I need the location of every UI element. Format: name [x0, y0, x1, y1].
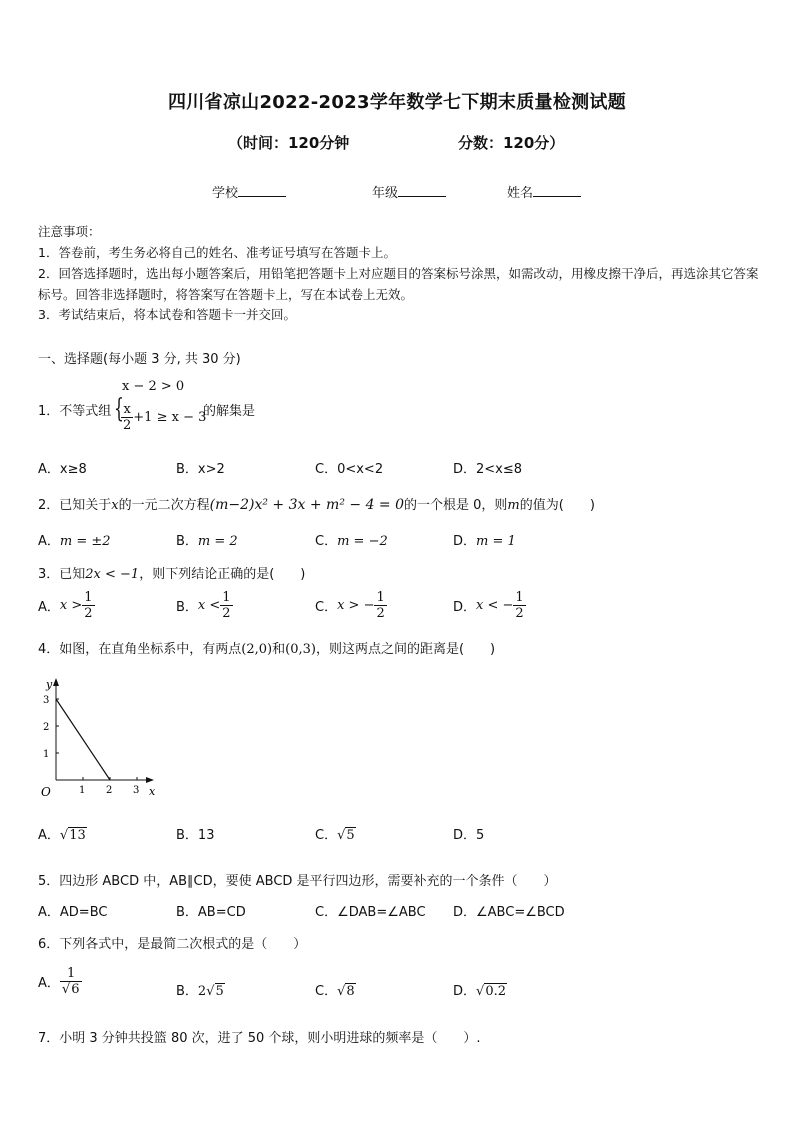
q2-option-a-math: m = ±2	[59, 534, 111, 549]
q4-point-1: (2,0)	[241, 642, 273, 657]
y-tick-label-1: 1	[43, 749, 50, 760]
q1-option-b: B．x>2	[176, 462, 225, 477]
q6-option-a	[38, 966, 82, 997]
q4-option-a-radicand: 13	[69, 828, 86, 843]
grade-field	[372, 182, 446, 201]
q3-d-den: 2	[515, 606, 524, 621]
q5-option-b: B．AB=CD	[176, 905, 246, 920]
q5-option-c: C．∠DAB=∠ABC	[315, 905, 426, 920]
q2-option-a	[38, 530, 111, 549]
q6-option-b	[176, 980, 225, 999]
note-item-2: 2．回答选择题时，选出每小题答案后，用铅笔把答题卡上对应题目的答案标号涂黑，如需改动，用橡皮擦干净后，再选涂其它答案标号。回答非选择题时，将答案写在答题卡上，写在本试卷上无效。	[38, 266, 759, 302]
school-field	[212, 182, 286, 201]
q3-option-d-label: D．	[453, 600, 477, 615]
q4-coordinate-graph	[32, 672, 162, 807]
q4-option-d: D．5	[453, 828, 485, 843]
q6-option-d-radicand: 0.2	[485, 984, 506, 999]
q4-and: 和	[272, 642, 286, 657]
q3-option-b-frac	[220, 590, 232, 621]
q4-question	[38, 638, 495, 657]
q3-c-den: 2	[376, 606, 385, 621]
q2-var-x: x	[111, 498, 119, 513]
q2-option-c-label: C．	[315, 534, 338, 549]
q2-text-c: 的一个根是 0，则	[404, 498, 508, 513]
q4-option-c-label: C．	[315, 828, 338, 843]
q4-option-a	[38, 824, 87, 843]
q6-option-b-sqrt: √5	[206, 984, 224, 999]
q6-option-c-radicand: 8	[346, 984, 355, 999]
q1-frac-den: 2	[123, 418, 132, 433]
q4-option-b: B．13	[176, 828, 215, 843]
q3-text-b: ，则下列结论正确的是( )	[139, 567, 306, 582]
q1-brace: {	[114, 394, 124, 424]
q6-option-d	[453, 980, 507, 999]
q1-system-line1: x − 2 > 0	[122, 379, 185, 394]
q6-option-c-label: C．	[315, 984, 338, 999]
page-title: 四川省凉山2022-2023学年数学七下期末质量检测试题	[167, 92, 627, 113]
q2-option-b-math: m = 2	[197, 534, 238, 549]
q2-var-m: m	[507, 498, 520, 513]
q2-text-a: 2．已知关于	[38, 498, 112, 513]
q4-option-c-radicand: 5	[346, 828, 355, 843]
q2-text-d: 的值为( )	[519, 498, 595, 513]
q3-option-d-frac	[513, 590, 525, 621]
x-tick-label-2: 2	[106, 785, 113, 796]
q6-option-d-sqrt: √0.2	[476, 984, 506, 999]
q3-d-num: 1	[515, 590, 524, 605]
note-item-1: 1．答卷前，考生务必将自己的姓名、准考证号填写在答题卡上。	[38, 245, 396, 260]
q3-condition: 2x < −1	[85, 567, 140, 582]
q3-option-a-frac	[82, 590, 94, 621]
q3-option-d-lhs: x < −	[476, 598, 514, 613]
grade-blank	[398, 184, 446, 197]
q6-option-b-radicand: 5	[215, 984, 224, 999]
q3-option-c-label: C．	[315, 600, 338, 615]
x-axis-arrow	[146, 777, 154, 783]
q2-option-b-label: B．	[176, 534, 198, 549]
q3-a-num: 1	[84, 590, 93, 605]
q2-option-c-math: m = −2	[337, 534, 388, 549]
q5-question: 5．四边形 ABCD 中，AB∥CD，要使 ABCD 是平行四边形，需要补充的一个条件（ ）	[38, 874, 557, 889]
q4-option-c-sqrt: √5	[337, 828, 355, 843]
y-tick-label-2: 2	[43, 722, 50, 733]
q2-text-b: 的一元二次方程	[118, 498, 210, 513]
q3-option-a-label: A．	[38, 600, 60, 615]
q6-option-a-frac	[60, 966, 83, 997]
note-item-3: 3．考试结束后，将本试卷和答题卡一并交回。	[38, 307, 296, 322]
q2-option-d	[453, 530, 516, 549]
notes-heading: 注意事项：	[38, 224, 101, 239]
y-axis-label: y	[46, 678, 53, 691]
grade-label: 年级	[372, 186, 399, 201]
segment-line	[56, 699, 110, 780]
q7-question: 7．小明 3 分钟共投篮 80 次，进了 50 个球，则小明进球的频率是（ ）.	[38, 1031, 481, 1046]
q2-option-d-label: D．	[453, 534, 477, 549]
y-tick-label-3: 3	[43, 695, 50, 706]
q3-b-num: 1	[222, 590, 231, 605]
q2-question	[38, 494, 595, 513]
q6-question: 6．下列各式中，是最简二次根式的是（ ）	[38, 937, 307, 952]
q3-option-d	[453, 590, 526, 621]
q1-system-rest: +1 ≥ x − 3	[133, 410, 207, 425]
q6-a-num: 1	[60, 966, 83, 982]
q3-option-c-frac	[374, 590, 386, 621]
q1-system-line2	[121, 402, 206, 433]
q4-text-b: ，则这两点之间的距离是( )	[315, 642, 496, 657]
q3-option-a	[38, 590, 95, 621]
q3-option-b-label: B．	[176, 600, 198, 615]
school-blank	[238, 184, 286, 197]
q2-option-a-label: A．	[38, 534, 60, 549]
q2-option-b	[176, 530, 238, 549]
x-axis-label: x	[149, 785, 156, 798]
x-tick-label-1: 1	[79, 785, 86, 796]
q3-option-b-lhs: x <	[197, 598, 221, 613]
q3-option-b	[176, 590, 233, 621]
q5-option-a: A．AD=BC	[38, 905, 108, 920]
q6-a-den-radicand: 6	[71, 982, 80, 997]
x-tick-label-3: 3	[133, 785, 140, 796]
section-heading: 一、选择题(每小题 3 分, 共 30 分)	[38, 352, 241, 367]
q1-option-c: C．0<x<2	[315, 462, 384, 477]
q4-option-c	[315, 824, 356, 843]
q1-suffix: 的解集是	[203, 404, 256, 419]
q3-b-den: 2	[222, 606, 231, 621]
q2-option-d-math: m = 1	[476, 534, 516, 549]
q3-option-c-lhs: x > −	[337, 598, 375, 613]
exam-time: （时间：120分钟	[228, 134, 350, 152]
q6-option-b-coef: 2	[197, 984, 207, 999]
name-blank	[533, 184, 581, 197]
q1-option-d: D．2<x≤8	[453, 462, 523, 477]
q6-option-d-label: D．	[453, 984, 477, 999]
q6-option-c-sqrt: √8	[337, 984, 355, 999]
exam-score: 分数：120分）	[458, 134, 565, 152]
name-field	[507, 182, 581, 201]
q3-a-den: 2	[84, 606, 93, 621]
q3-c-num: 1	[376, 590, 385, 605]
q1-prefix: 1．不等式组	[38, 404, 112, 419]
q3-text-a: 3．已知	[38, 567, 86, 582]
q6-a-den: √6	[61, 982, 80, 997]
q6-option-a-label: A．	[38, 976, 60, 991]
q1-fraction	[121, 402, 133, 433]
y-axis-arrow	[53, 678, 59, 686]
q2-equation: (m−2)x² + 3x + m² − 4 = 0	[209, 497, 405, 513]
school-label: 学校	[212, 186, 239, 201]
q4-text-a: 4．如图，在直角坐标系中，有两点	[38, 642, 242, 657]
q4-option-a-sqrt: √13	[59, 828, 86, 843]
q2-option-c	[315, 530, 388, 549]
q5-option-d: D．∠ABC=∠BCD	[453, 905, 565, 920]
q3-question	[38, 563, 305, 582]
q1-option-a: A．x≥8	[38, 462, 87, 477]
q4-option-a-label: A．	[38, 828, 60, 843]
q1-frac-num: x	[121, 402, 133, 418]
q4-point-2: (0,3)	[285, 642, 316, 657]
name-label: 姓名	[507, 186, 534, 201]
origin-label: O	[41, 785, 51, 799]
q6-option-b-label: B．	[176, 984, 198, 999]
q3-option-a-lhs: x >	[59, 598, 83, 613]
q6-option-c	[315, 980, 356, 999]
q3-option-c	[315, 590, 387, 621]
